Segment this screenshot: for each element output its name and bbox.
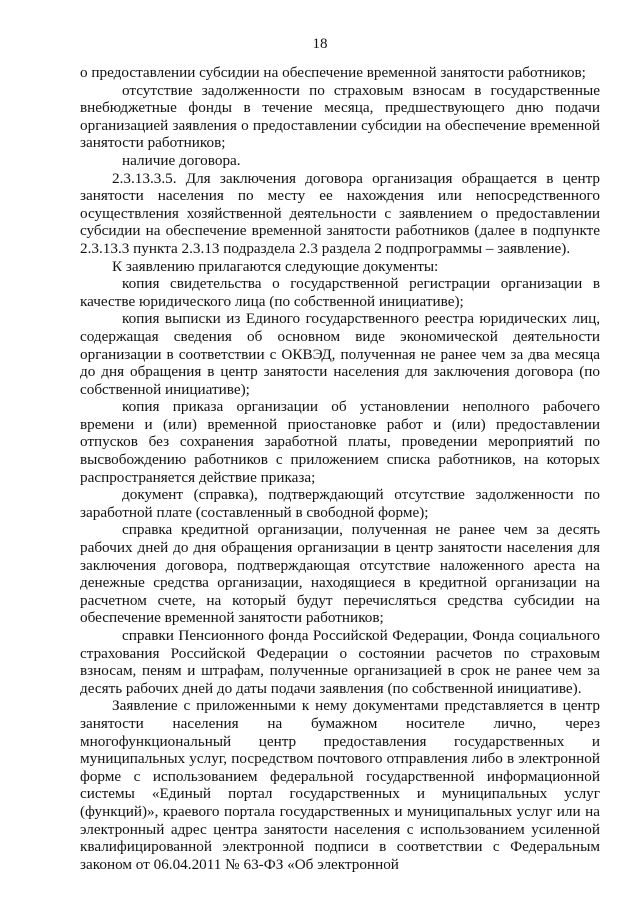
paragraph-submission-methods: Заявление с приложенными к нему документами представляется в центр занятости населения на бумажном носителе лично, через многофункциональный центр предоставления государственных и муниципальных услуг, посредством почтового отправления либо в электронной форме с использованием федеральной государственной информационной системы «Единый портал государственных и муниципальных услуг (функций)», краевого портала государственных и муниципальных услуг или на электронный адрес центра занятости населения с использованием усиленной квалифицированной электронной подписи в соответствии с Федеральным законом от 06.04.2011 № 63-ФЗ «Об электронной <box>80 697 600 873</box>
paragraph-no-debt-funds: отсутствие задолженности по страховым взносам в государственные внебюджетные фонды в течение месяца, предшествующего дню подачи организацией заявления о предоставлении субсидии на обеспечение временной занятости работников; <box>80 81 600 152</box>
paragraph-contract-present: наличие договора. <box>122 151 241 169</box>
paragraph-salary-debt-certificate: документ (справка), подтверждающий отсутствие задолженности по заработной плате (составленный в свободной форме); <box>80 486 600 521</box>
paragraph-continuation: о предоставлении субсидии на обеспечение временной занятости работников; <box>80 64 586 81</box>
paragraph-registration-copy: копия свидетельства о государственной регистрации организации в качестве юридического лица (по собственной инициативе); <box>80 275 600 310</box>
paragraph-registry-extract: копия выписки из Единого государственного реестра юридических лиц, содержащая сведения об основном виде экономической деятельности организации в соответствии с ОКВЭД, полученная не ранее чем за два месяца до дня обращения в центр занятости населения для заключения договора (по собственной инициативе); <box>80 310 600 398</box>
paragraph-pension-fund-certificates: справки Пенсионного фонда Российской Федерации, Фонда социального страхования Российской Федерации о состоянии расчетов по страховым взносам, пеням и штрафам, полученные организацией в срок не ранее чем за десять рабочих дней до даты подачи заявления (по собственной инициативе). <box>80 627 600 697</box>
paragraph-documents-intro: К заявлению прилагаются следующие документы: <box>112 257 439 275</box>
paragraph-order-copy: копия приказа организации об установлении неполного рабочего времени и (или) временной приостановке работ и (или) предоставлении отпусков без сохранения заработной платы, проведении мероприятий по высвобождению работников с приложением списка работников, на которых распространяется действие приказа; <box>80 398 600 486</box>
document-body <box>80 64 600 873</box>
paragraph-bank-certificate: справка кредитной организации, полученная не ранее чем за десять рабочих дней до дня обращения организации в центр занятости населения для заключения договора, подтверждающая отсутствие наложенного ареста на денежные средства организации, находящиеся в кредитной организации на расчетном счете, на который будут перечисляться средства субсидии на обеспечение временной занятости работников; <box>80 521 600 627</box>
page-number: 18 <box>312 36 328 52</box>
paragraph-2-3-13-3-5: 2.3.13.3.5. Для заключения договора организация обращается в центр занятости населения по месту ее нахождения или непосредственного осуществления хозяйственной деятельности с заявлением о предоставлении субсидии на обеспечение временной занятости работников (далее в подпункте 2.3.13.3 пункта 2.3.13 подраздела 2.3 раздела 2 подпрограммы – заявление). <box>80 169 600 257</box>
